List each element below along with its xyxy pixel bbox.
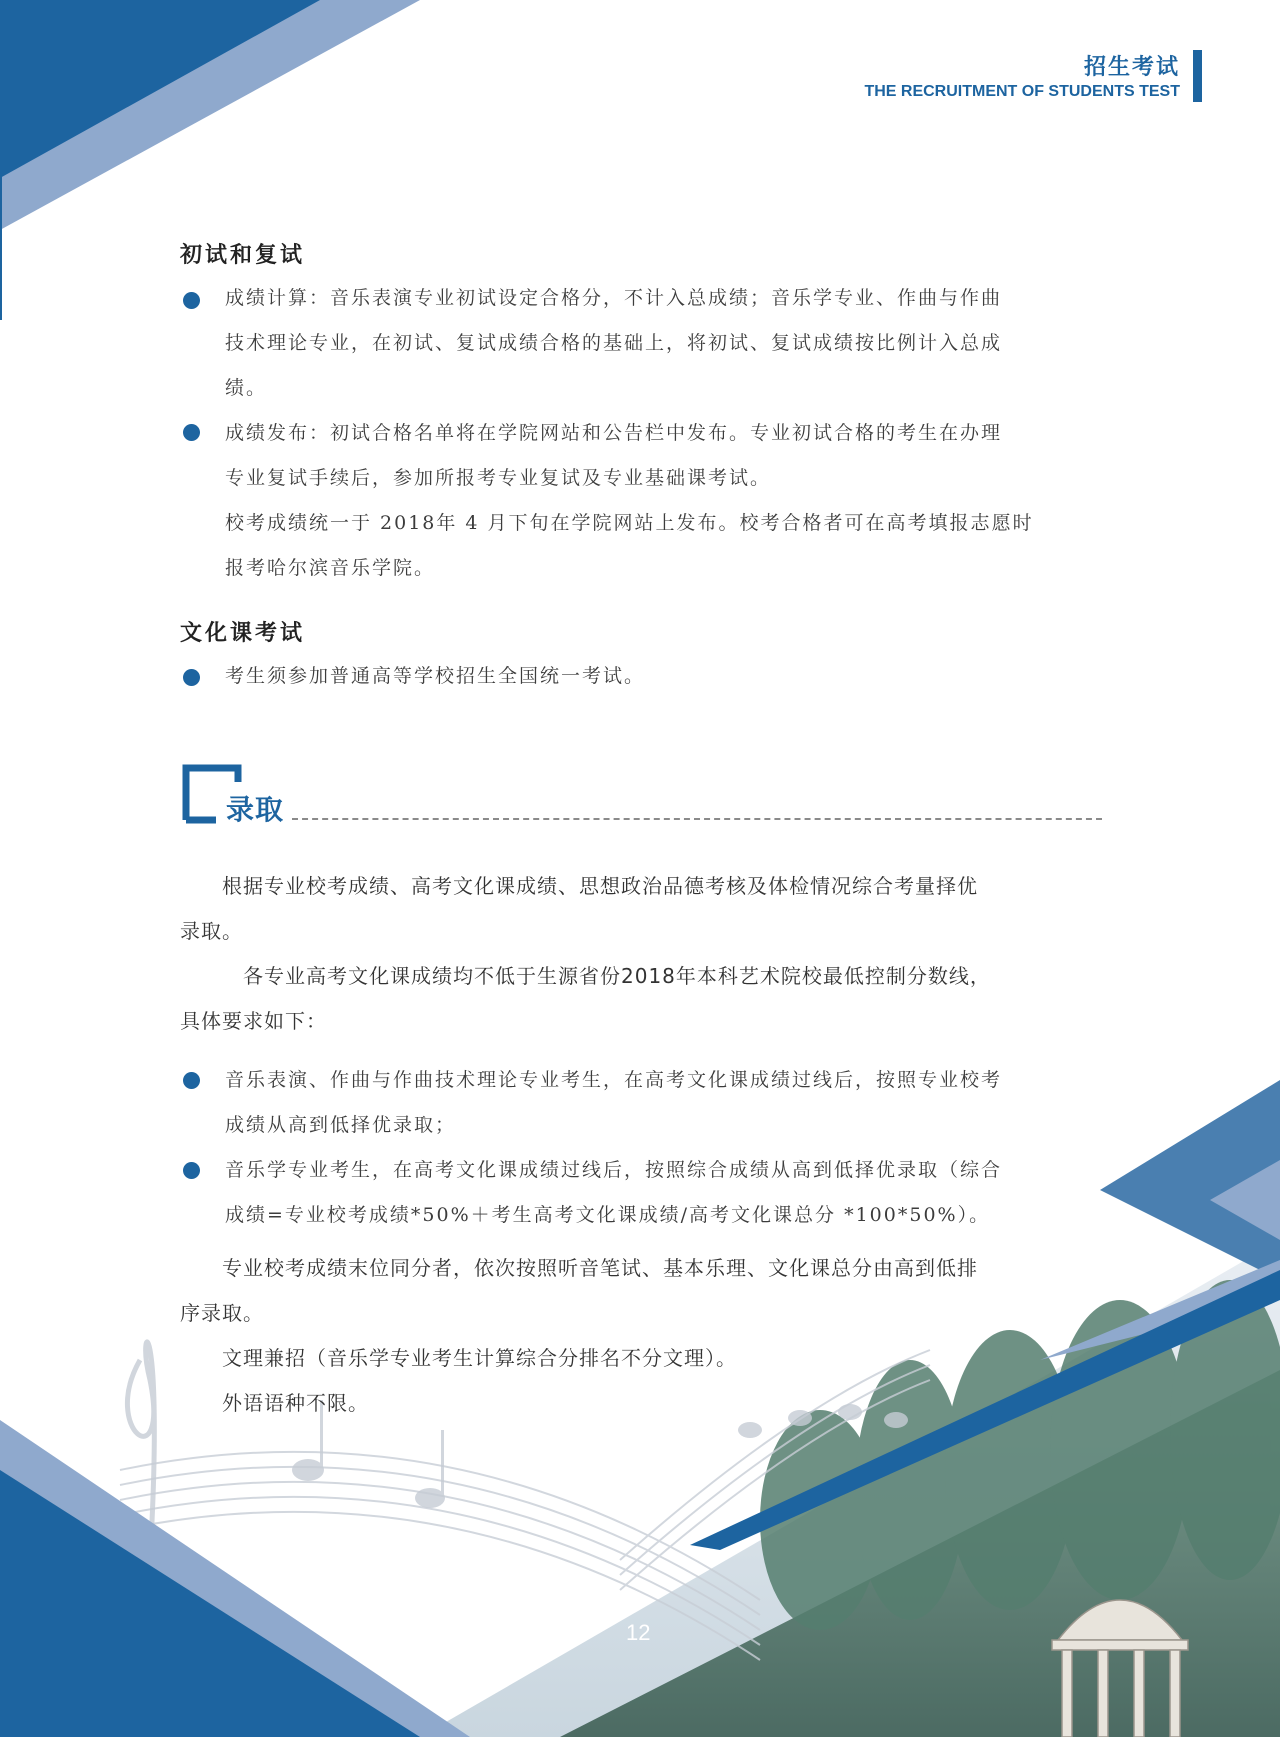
bullet-dot [183,1162,200,1179]
admission-para4: 文理兼招（音乐学专业考生计算综合分排名不分文理）。 [180,1346,737,1370]
score-release-line-2: 专业复试手续后，参加所报考专业复试及专业基础课考试。 [225,467,772,489]
section-title-prelim-retest: 初试和复试 [180,242,306,268]
bullet-dot [183,1072,200,1089]
score-calc-line-1: 成绩计算：音乐表演专业初试设定合格分，不计入总成绩；音乐学专业、作曲与作曲 [225,287,1003,309]
admission-para3-line1: 专业校考成绩末位同分者，依次按照听音笔试、基本乐理、文化课总分由高到低排 [180,1256,978,1280]
score-release-line-1: 成绩发布：初试合格名单将在学院网站和公告栏中发布。专业初试合格的考生在办理 [225,422,1003,444]
admission-bullet1-line1: 音乐表演、作曲与作曲技术理论专业考生，在高考文化课成绩过线后，按照专业校考 [225,1069,1003,1091]
top-left-triangles [0,0,420,320]
admission-title: 录取 [226,793,285,826]
page-header [864,50,1202,101]
admission-bullet1-line2: 成绩从高到低择优录取； [225,1114,457,1136]
bullet-dot [183,424,200,441]
admission-bullet2-line1: 音乐学专业考生，在高考文化课成绩过线后，按照综合成绩从高到低择优录取（综合 [225,1159,1003,1181]
admission-para1-line2: 录取。 [180,919,243,943]
admission-para5: 外语语种不限。 [180,1391,369,1415]
header-accent-bar [1193,50,1202,102]
score-release-line-3: 校考成绩统一于 2018年 4 月下旬在学院网站上发布。校考合格者可在高考填报志愿时 [225,512,1034,534]
admission-para3-line2: 序录取。 [180,1301,264,1325]
header-title-en: THE RECRUITMENT OF STUDENTS TEST [864,83,1180,100]
admission-para2-line2: 具体要求如下： [180,1009,327,1033]
section-title-culture-exam: 文化课考试 [180,620,306,646]
bullet-dot [183,292,200,309]
admission-para1-line1: 根据专业校考成绩、高考文化课成绩、思想政治品德考核及体检情况综合考量择优 [180,874,978,898]
culture-exam-line: 考生须参加普通高等学校招生全国统一考试。 [225,665,646,687]
bullet-dot [183,669,200,686]
dashed-divider [292,818,1102,820]
admission-bullet2-line2: 成绩=专业校考成绩*50%＋考生高考文化课成绩/高考文化课总分 *100*50%）。 [225,1204,991,1226]
header-title-zh: 招生考试 [1083,55,1180,80]
admission-para2-line1: 各专业高考文化课成绩均不低于生源省份2018年本科艺术院校最低控制分数线， [180,964,991,988]
score-calc-line-2: 技术理论专业，在初试、复试成绩合格的基础上，将初试、复试成绩按比例计入总成 [225,332,1003,354]
score-release-line-4: 报考哈尔滨音乐学院。 [225,557,436,579]
score-calc-line-3: 绩。 [225,377,268,399]
bottom-left-triangles [0,1420,470,1737]
page-number: 12 [626,1620,651,1645]
